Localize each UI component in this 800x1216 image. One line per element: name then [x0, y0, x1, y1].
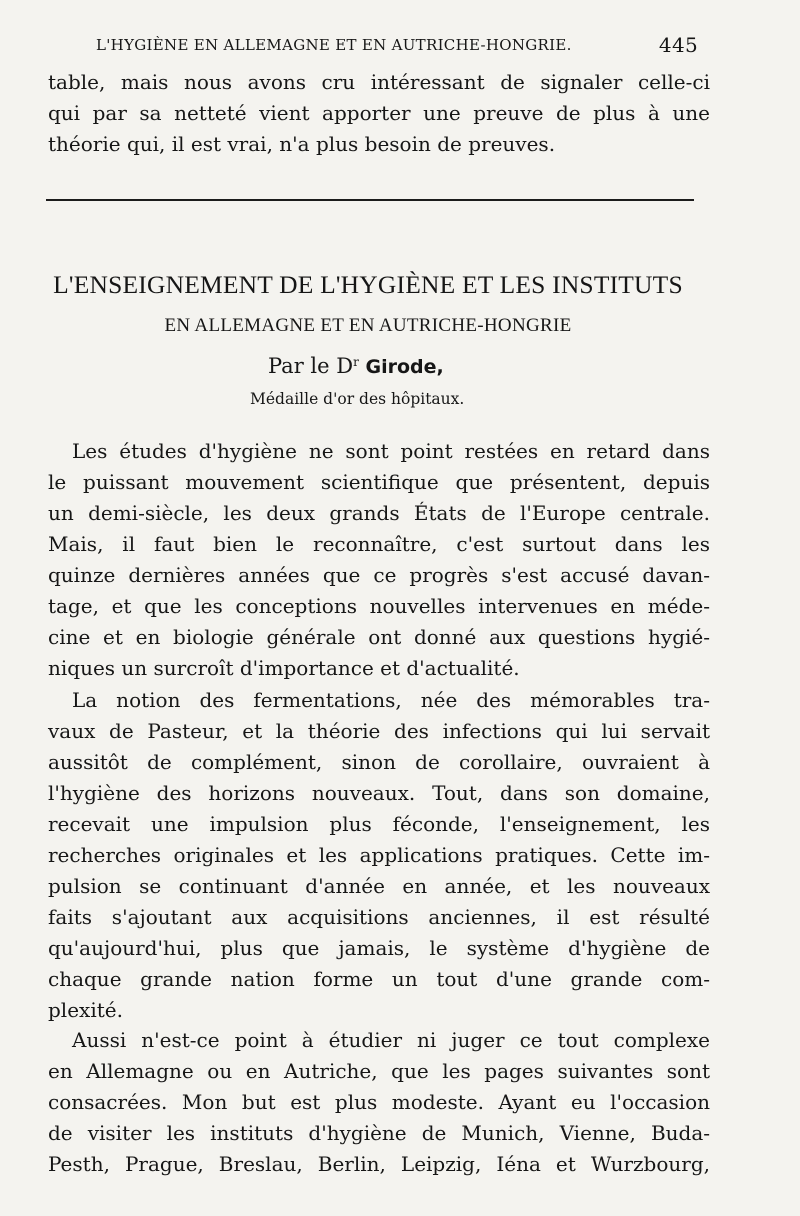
article-subtitle: EN ALLEMAGNE ET EN AUTRICHE-HONGRIE: [164, 315, 572, 336]
text-line: La notion des fermentations, née des mémorables tra-: [72, 688, 710, 712]
text-line: plexité.: [48, 998, 123, 1022]
text-line: Aussi n'est-ce point à étudier ni juger ce tout complexe: [72, 1028, 710, 1052]
text-line: le puissant mouvement scientifique que présentent, depuis: [48, 470, 710, 494]
text-line: pulsion se continuant d'année en année, et les nouveaux: [48, 874, 710, 898]
text-line: Mais, il faut bien le reconnaître, c'est surtout dans les: [48, 532, 710, 556]
text-line: quinze dernières années que ce progrès s'est accusé davan-: [48, 563, 710, 587]
byline-superscript: r: [353, 355, 359, 369]
article-title: L'ENSEIGNEMENT DE L'HYGIÈNE ET LES INSTITUTS: [53, 270, 683, 299]
paragraph-2: [48, 685, 710, 1026]
text-line: consacrées. Mon but est plus modeste. Ayant eu l'occasion: [48, 1090, 710, 1114]
running-head: [96, 33, 698, 57]
text-line: vaux de Pasteur, et la théorie des infections qui lui servait: [48, 719, 710, 743]
author-affiliation: Médaille d'or des hôpitaux.: [250, 390, 465, 408]
page-number: 445: [658, 33, 698, 57]
paragraph-1: [48, 436, 710, 684]
byline-prefix: Par le D: [268, 354, 354, 378]
text-line: faits s'ajoutant aux acquisitions anciennes, il est résulté: [48, 905, 710, 929]
text-line: cine et en biologie générale ont donné aux questions hygié-: [48, 625, 710, 649]
text-line: recevait une impulsion plus féconde, l'enseignement, les: [48, 812, 710, 836]
text-line: théorie qui, il est vrai, n'a plus besoin de preuves.: [48, 132, 556, 156]
text-line: qu'aujourd'hui, plus que jamais, le système d'hygiène de: [48, 936, 710, 960]
byline: [268, 354, 444, 378]
author-name: Girode,: [365, 356, 444, 378]
text-line: en Allemagne ou en Autriche, que les pages suivantes sont: [48, 1059, 710, 1083]
text-line: Les études d'hygiène ne sont point restées en retard dans: [72, 439, 710, 463]
text-line: niques un surcroît d'importance et d'actualité.: [48, 656, 520, 680]
continuation-paragraph: [48, 67, 710, 160]
text-line: l'hygiène des horizons nouveaux. Tout, dans son domaine,: [48, 781, 710, 805]
text-line: Pesth, Prague, Breslau, Berlin, Leipzig, Iéna et Wurzbourg,: [48, 1152, 710, 1176]
section-divider: [46, 199, 694, 201]
text-line: un demi-siècle, les deux grands États de l'Europe centrale.: [48, 501, 710, 525]
text-line: aussitôt de complément, sinon de corollaire, ouvraient à: [48, 750, 710, 774]
text-line: chaque grande nation forme un tout d'une grande com-: [48, 967, 710, 991]
text-line: table, mais nous avons cru intéressant de signaler celle-ci: [48, 70, 710, 94]
text-line: qui par sa netteté vient apporter une preuve de plus à une: [48, 101, 710, 125]
paragraph-3: [48, 1025, 710, 1180]
text-line: de visiter les instituts d'hygiène de Munich, Vienne, Buda-: [48, 1121, 710, 1145]
running-head-title: L'HYGIÈNE EN ALLEMAGNE ET EN AUTRICHE-HONGRIE.: [96, 36, 572, 54]
text-line: tage, et que les conceptions nouvelles intervenues en méde-: [48, 594, 710, 618]
text-line: recherches originales et les applications pratiques. Cette im-: [48, 843, 710, 867]
